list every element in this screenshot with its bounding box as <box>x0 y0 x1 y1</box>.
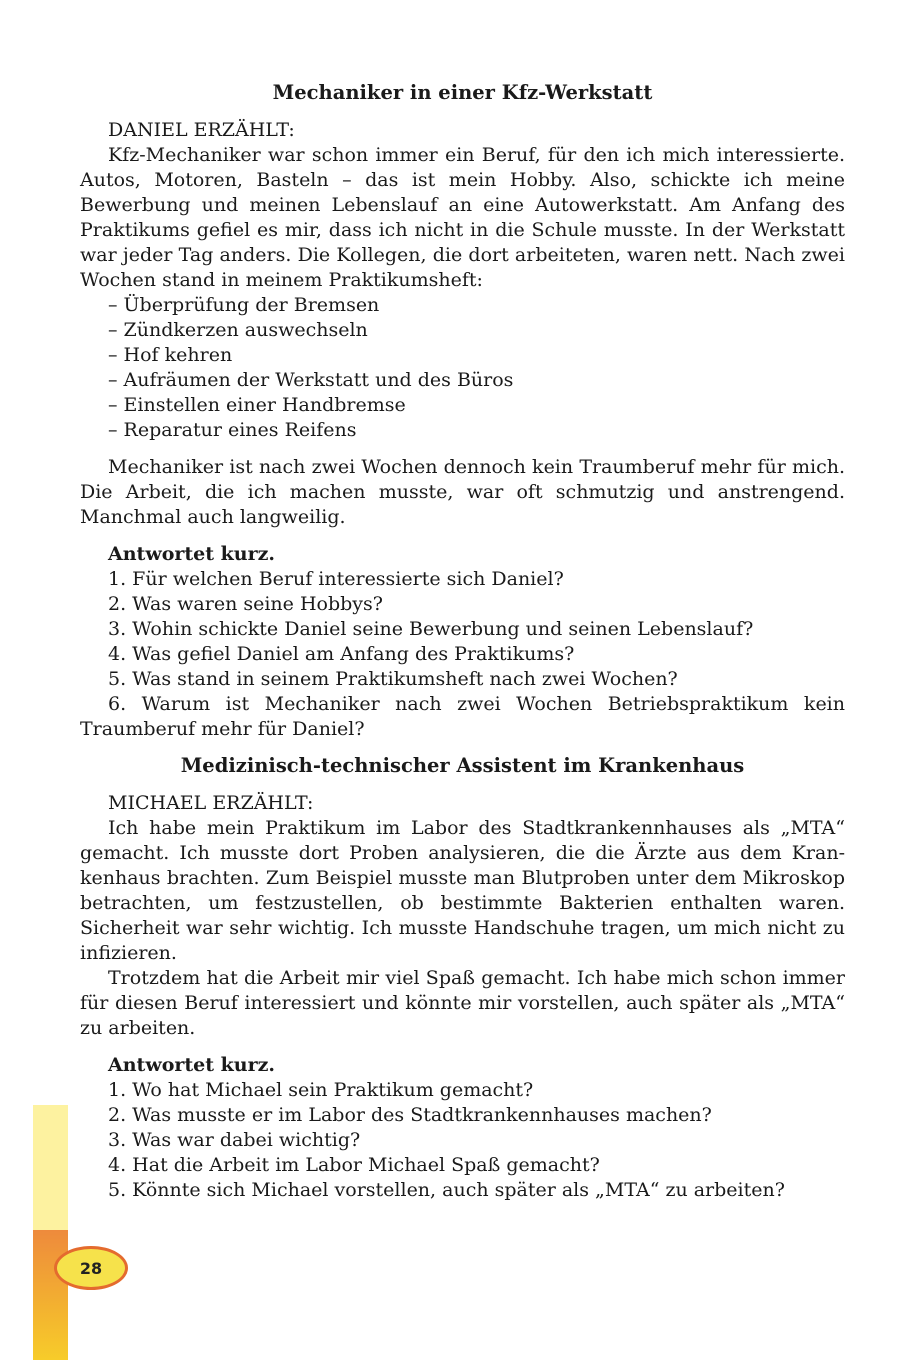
section-title-mta: Medizinisch-technischer Assistent im Krankenhaus <box>180 754 745 777</box>
question-item: 4. Hat die Arbeit im Labor Michael Spaß gemacht? <box>108 1154 600 1176</box>
question-item: 6. Warum ist Mechaniker nach zwei Wochen Betriebspraktikum kein Traumberuf mehr für Daniel? <box>80 693 845 740</box>
task-item: – Zündkerzen auswechseln <box>108 319 368 341</box>
task-item: – Reparatur eines Reifens <box>108 419 357 441</box>
paragraph-daniel-1: Kfz-Mechaniker war schon immer ein Beruf, für den ich mich interessierte. Autos, Motoren, Basteln – das ist mein Hobby. Also, schickte ich meine Bewerbung und meinen Lebenslauf an eine Autowerkstatt. Am Anfang des Praktikums gefiel es mir, dass ich nicht in die Schule musste. In der Werkstatt war jeder Tag anders. Die Kollegen, die dort arbeiteten, waren nett. Nach zwei Wochen stand in meinem Praktikumsheft: <box>80 144 845 291</box>
question-list-2 <box>80 1078 845 1203</box>
section-title-mechaniker: Mechaniker in einer Kfz-Werkstatt <box>272 81 653 104</box>
narrator-label-daniel: DANIEL ERZÄHLT: <box>108 119 295 141</box>
answer-heading-1: Antwortet kurz. <box>108 543 276 565</box>
question-item: 5. Was stand in seinem Praktikumsheft nach zwei Wochen? <box>108 668 678 690</box>
question-item: 1. Wo hat Michael sein Praktikum gemacht? <box>108 1079 534 1101</box>
question-item: 1. Für welchen Beruf interessierte sich Daniel? <box>108 568 564 590</box>
task-item: – Aufräumen der Werkstatt und des Büros <box>108 369 514 391</box>
decorative-side-band-accent <box>33 1230 68 1360</box>
page-number-badge <box>54 1246 128 1290</box>
question-item: 5. Könnte sich Michael vorstellen, auch später als „MTA“ zu arbeiten? <box>108 1179 785 1201</box>
paragraph-michael-2: Trotzdem hat die Arbeit mir viel Spaß gemacht. Ich habe mich schon immer für diesen Beruf interessiert und könnte mir vorstellen, auch später als „MTA“ zu arbeiten. <box>80 967 845 1039</box>
question-item: 2. Was waren seine Hobbys? <box>108 593 383 615</box>
question-item: 4. Was gefiel Daniel am Anfang des Praktikums? <box>108 643 575 665</box>
task-item: – Hof kehren <box>108 344 233 366</box>
page-content <box>80 80 845 1203</box>
answer-heading-2: Antwortet kurz. <box>108 1054 276 1076</box>
question-item: 2. Was musste er im Labor des Stadtkrankennhauses machen? <box>108 1104 712 1126</box>
question-list-1 <box>80 567 845 742</box>
page-number: 28 <box>79 1258 103 1278</box>
paragraph-michael-1: Ich habe mein Praktikum im Labor des Stadtkrankennhauses als „MTA“ gemacht. Ich musste dort Proben analysieren, die die Ärzte aus dem Krankenhaus brachten. Zum Beispiel musste man Blutproben unter dem Mikroskop betrachten, um festzustellen, ob bestimmte Bakterien enthalten waren. Sicherheit war sehr wichtig. Ich musste Handschuhe tragen, um mich nicht zu infizieren. <box>80 817 845 964</box>
paragraph-daniel-2: Mechaniker ist nach zwei Wochen dennoch kein Traumberuf mehr für mich. Die Arbeit, die ich machen musste, war oft schmutzig und anstrengend. Manchmal auch langweilig. <box>80 456 845 528</box>
question-item: 3. Wohin schickte Daniel seine Bewerbung und seinen Lebenslauf? <box>108 618 754 640</box>
task-item: – Einstellen einer Handbremse <box>108 394 406 416</box>
task-item: – Überprüfung der Bremsen <box>108 294 380 316</box>
praktikumsheft-task-list <box>80 293 845 443</box>
question-item: 3. Was war dabei wichtig? <box>108 1129 361 1151</box>
narrator-label-michael: MICHAEL ERZÄHLT: <box>108 792 314 814</box>
